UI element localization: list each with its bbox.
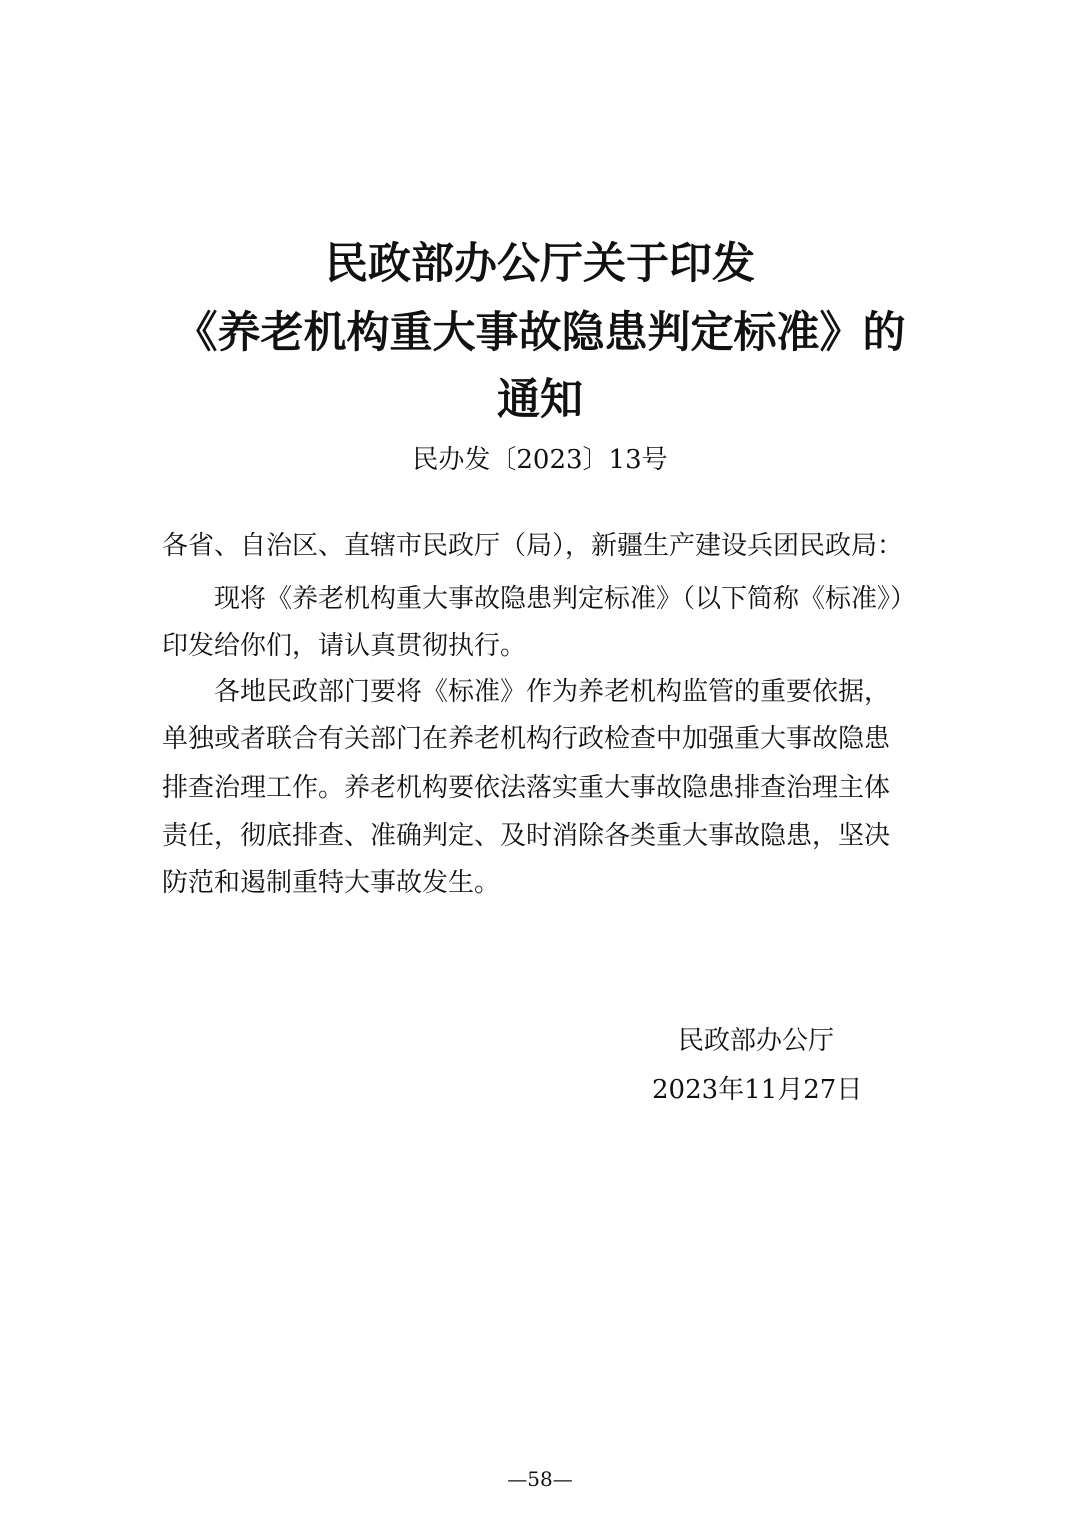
- paragraph-2-line-4: 责任，彻底排查、准确判定、及时消除各类重大事故隐患，坚决: [162, 821, 891, 851]
- paragraph-2-line-1: 各地民政部门要将《标准》作为养老机构监管的重要依据，: [214, 677, 891, 707]
- paragraph-2-line-5: 防范和遏制重特大事故发生。: [162, 868, 501, 898]
- signature-date: 2023年11月27日: [652, 1075, 863, 1105]
- paragraph-1-line-2: 印发给你们，请认真贯彻执行。: [162, 631, 527, 661]
- document-title-line-3: 通知: [497, 375, 583, 425]
- page-number: —58—: [507, 1467, 573, 1491]
- signature-issuer: 民政部办公厅: [678, 1026, 835, 1056]
- paragraph-2-line-3: 排查治理工作。养老机构要依法落实重大事故隐患排查治理主体: [162, 773, 891, 803]
- paragraph-2-line-2: 单独或者联合有关部门在养老机构行政检查中加强重大事故隐患: [162, 724, 891, 754]
- paragraph-1-line-1: 现将《养老机构重大事故隐患判定标准》（以下简称《标准》）: [214, 584, 917, 614]
- document-title-line-2: 《养老机构重大事故隐患判定标准》的: [174, 308, 906, 358]
- salutation: 各省、自治区、直辖市民政厅（局），新疆生产建设兵团民政局：: [162, 531, 904, 561]
- document-number: 民办发〔2023〕13号: [412, 445, 668, 475]
- document-title-line-1: 民政部办公厅关于印发: [325, 239, 755, 289]
